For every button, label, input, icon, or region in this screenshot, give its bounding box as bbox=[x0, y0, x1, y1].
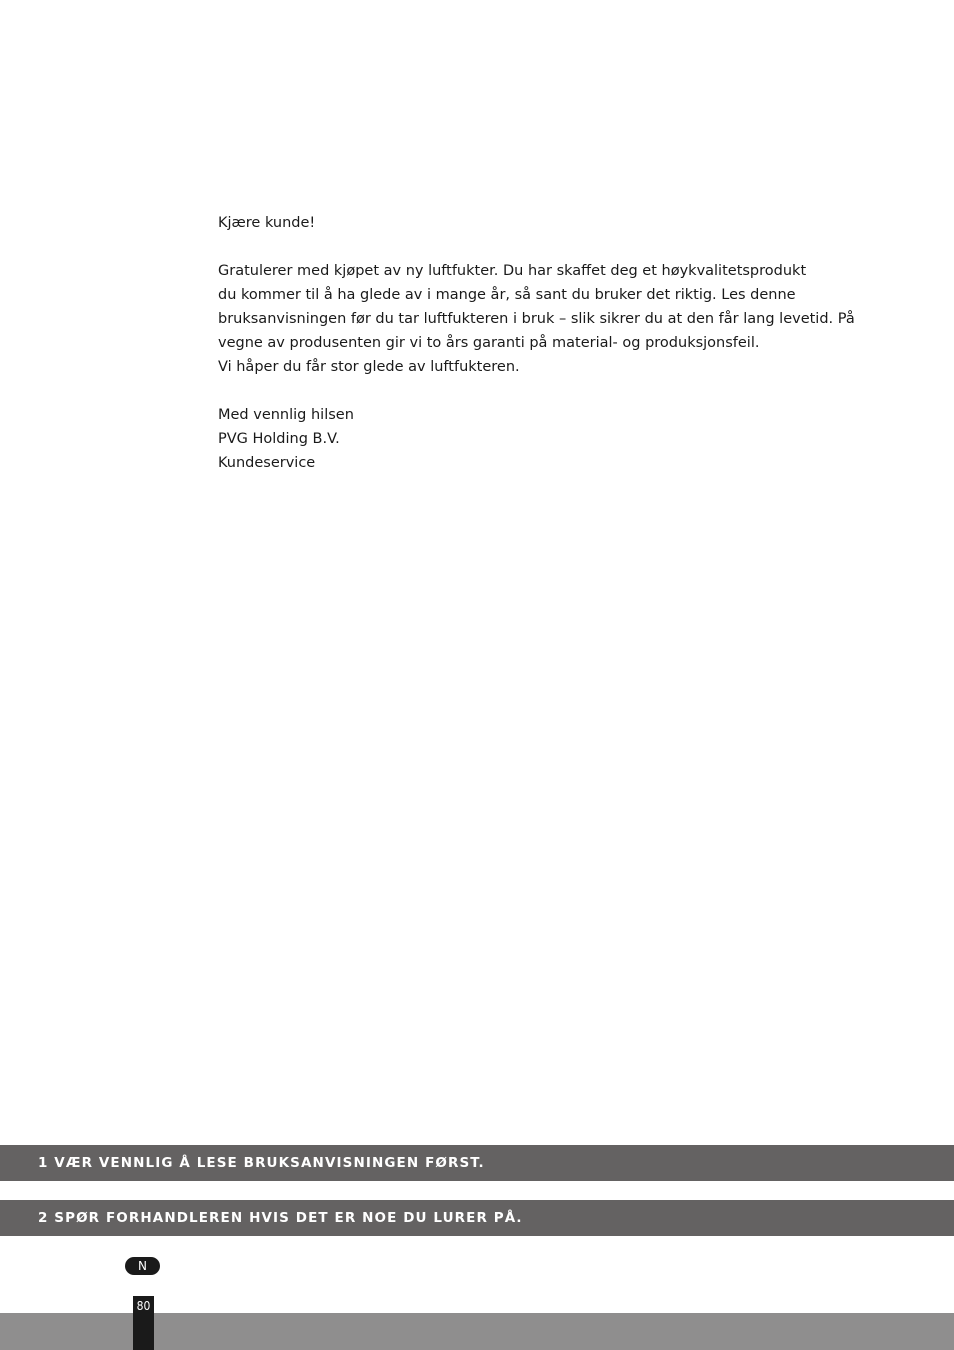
letter-company: PVG Holding B.V. bbox=[218, 431, 340, 447]
letter-closing: Med vennlig hilsen bbox=[218, 407, 354, 423]
letter-body-line: Vi håper du får stor glede av luftfukteren. bbox=[218, 359, 520, 375]
letter-body-line: Gratulerer med kjøpet av ny luftfukter. Du har skaffet deg et høykvalitetsprodukt bbox=[218, 263, 807, 279]
letter-body-line: du kommer til å ha glede av i mange år, så sant du bruker det riktig. Les denne bbox=[218, 287, 796, 303]
instruction-banner-ask-dealer: 2 SPØR FORHANDLEREN HVIS DET ER NOE DU LURER PÅ. bbox=[0, 1200, 954, 1236]
language-badge: N bbox=[125, 1257, 160, 1275]
letter bbox=[218, 211, 878, 475]
letter-body-line: vegne av produsenten gir vi to års garanti på material- og produksjonsfeil. bbox=[218, 335, 760, 351]
letter-body-line: bruksanvisningen før du tar luftfukteren i bruk – slik sikrer du at den får lang levetid. På bbox=[218, 311, 855, 327]
page-number: 80 bbox=[136, 1299, 151, 1313]
letter-greeting: Kjære kunde! bbox=[218, 215, 316, 231]
paragraph-gap bbox=[218, 235, 878, 259]
paragraph-gap bbox=[218, 379, 878, 403]
letter-department: Kundeservice bbox=[218, 455, 316, 471]
instruction-banner-read-manual: 1 VÆR VENNLIG Å LESE BRUKSANVISNINGEN FØRST. bbox=[0, 1145, 954, 1181]
